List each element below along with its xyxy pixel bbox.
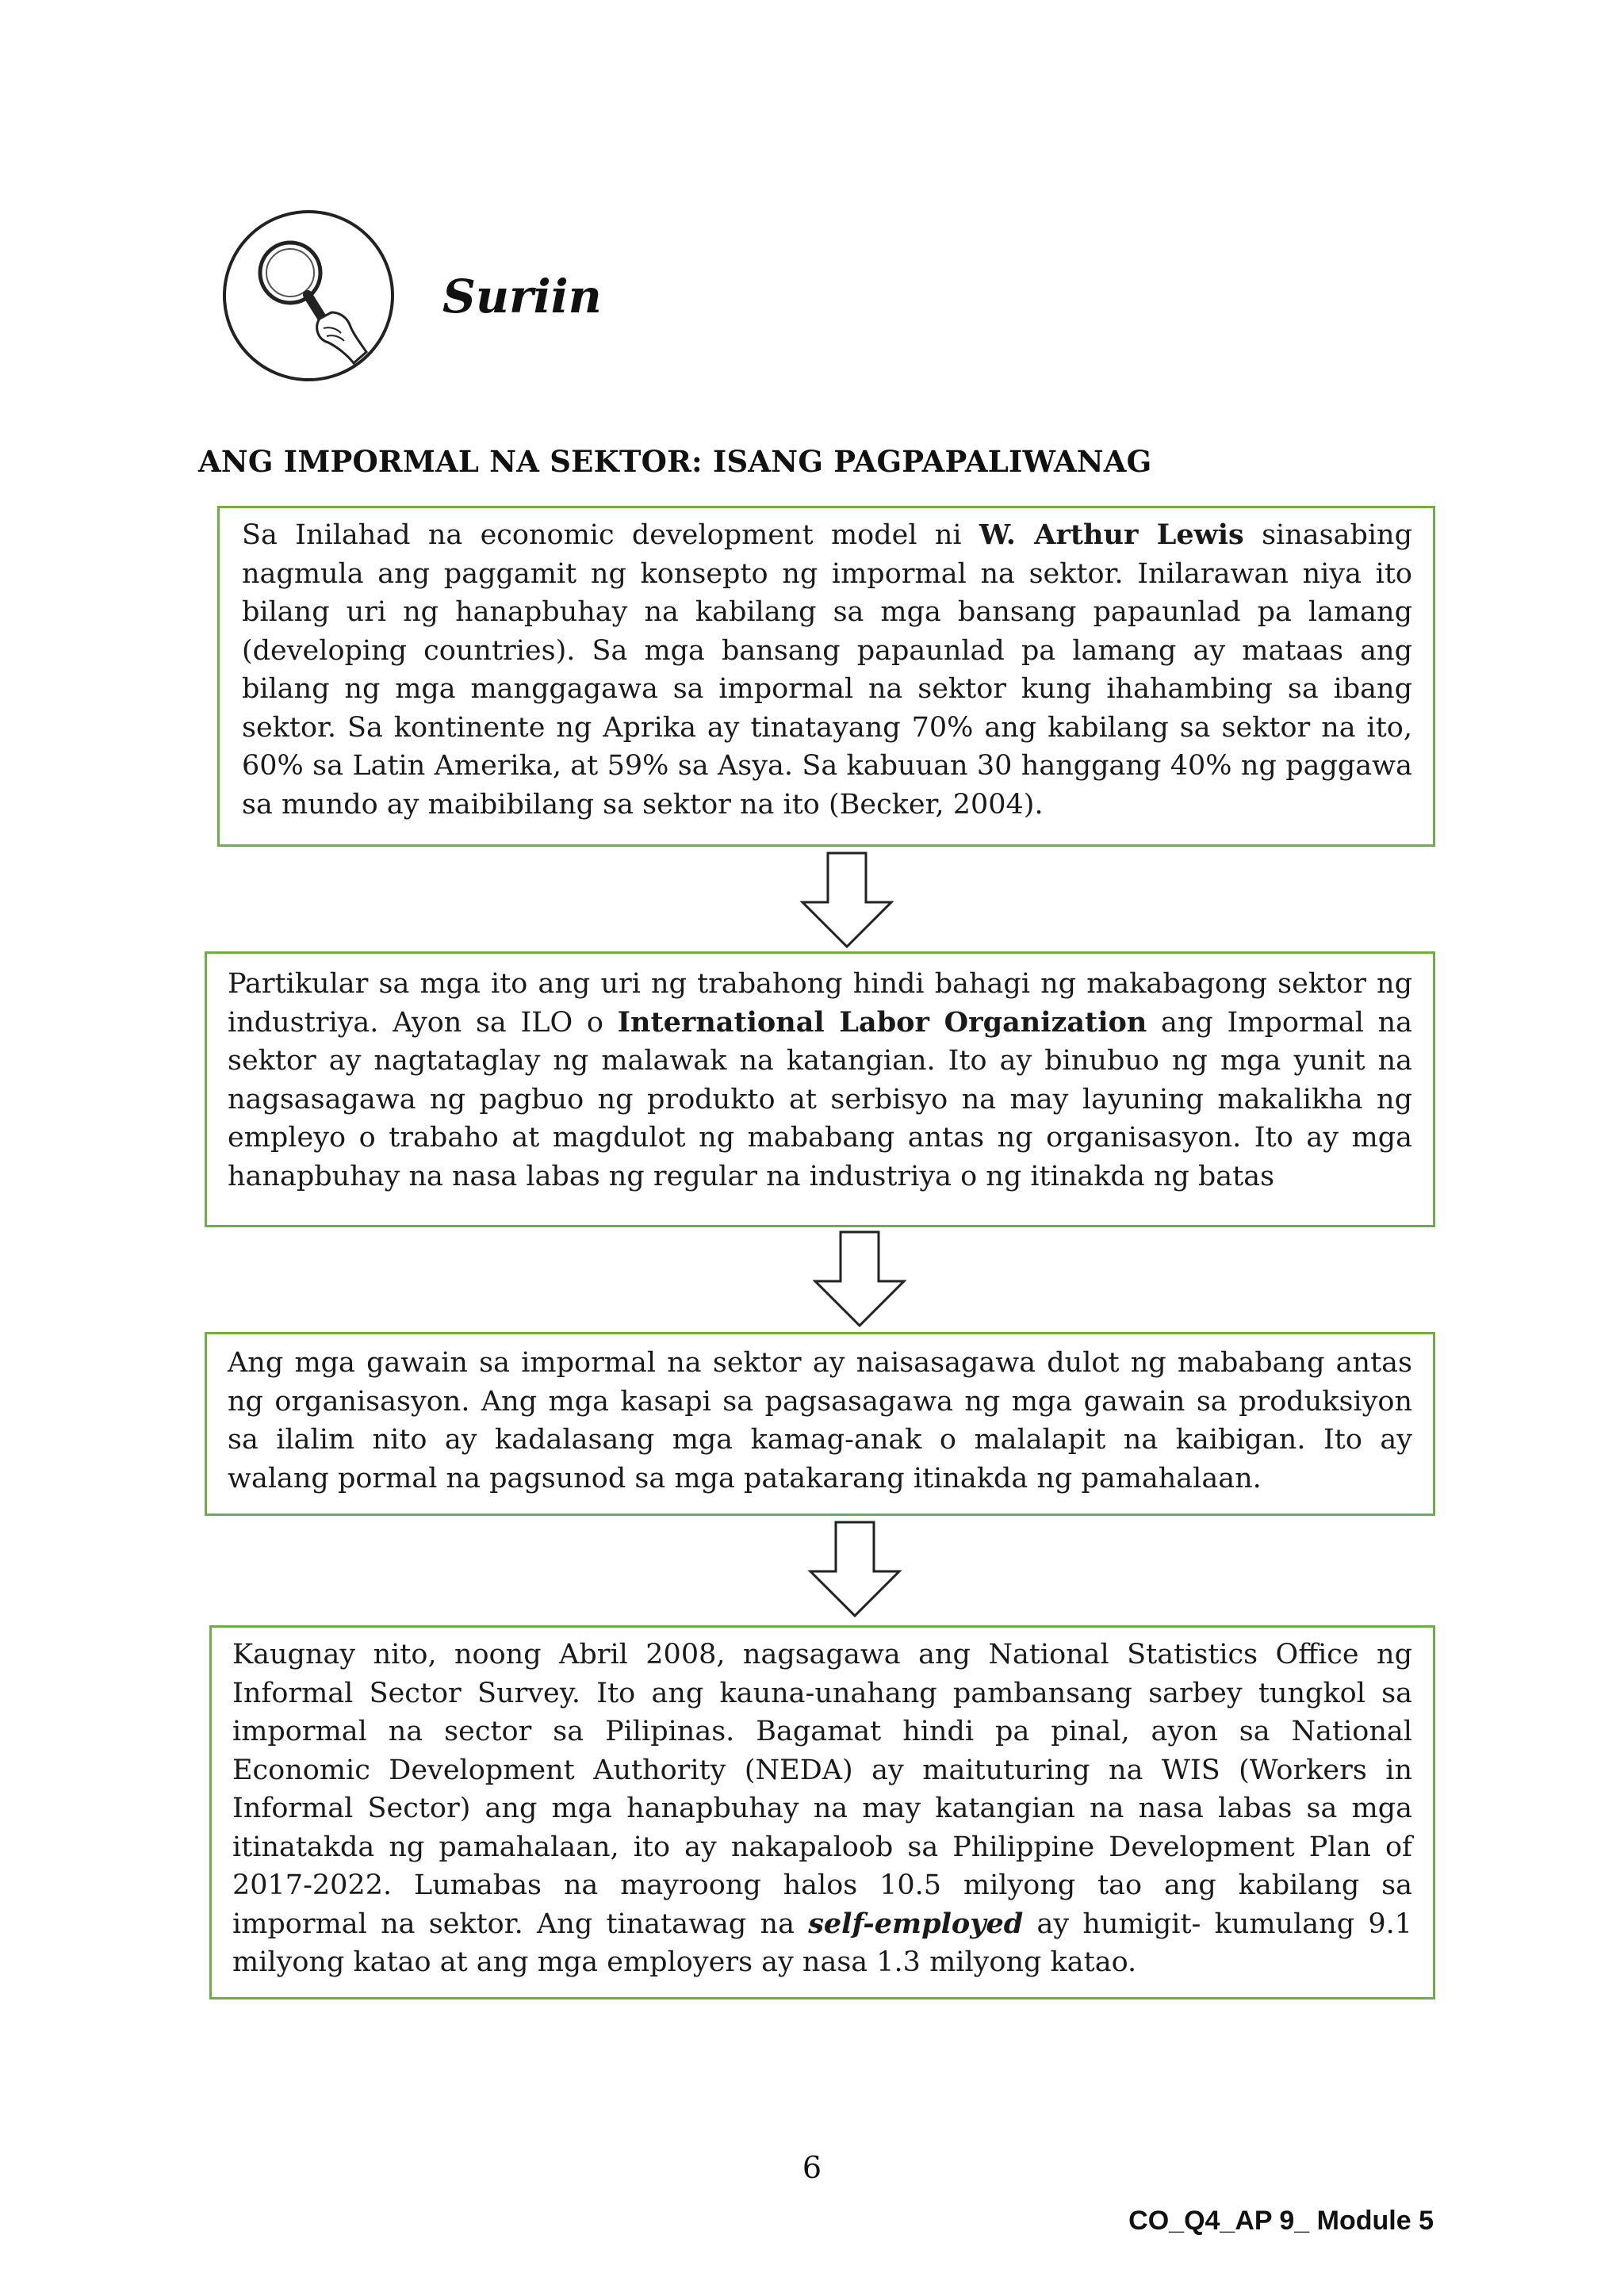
paragraph-lewis — [242, 516, 1412, 824]
text-box-ilo — [205, 951, 1435, 1227]
text-segment: sinasabing nagmula ang paggamit ng konsepto ng impormal na sektor. Inilarawan niya ito bilang uri ng hanapbuhay na kabilang sa mga bansang papaunlad pa lamang (developing countries). Sa mga bansang papaunlad pa lamang ay mataas ang bilang ng mga manggagawa sa impormal na sektor kung ihahambing sa ibang sektor. Sa kontinente ng Aprika ay tinatayang 70% ang kabilang sa sektor na ito, 60% sa Latin Amerika, at 59% sa Asya. Sa kabuuan 30 hanggang 40% ng paggawa sa mundo ay maibibilang sa sektor na ito (Becker, 2004). — [242, 519, 1413, 821]
emphasis-name: W. Arthur Lewis — [979, 519, 1244, 551]
emphasis-organization: International Labor Organization — [617, 1005, 1147, 1039]
text-segment: ang Impormal na sektor ay nagtataglay ng malawak na katangian. Ito ay binubuo ng mga yunit na nagsasagawa ng pagbuo ng produkto at serbisyo na may layuning makalikha ng empleyo o trabaho at magdulot ng mababang antas ng organisasyon. Ito ay mga hanapbuhay na nasa labas ng regular na industriya o ng itinakda ng batas — [228, 1006, 1412, 1192]
section-title: Suriin — [442, 270, 602, 323]
magnifying-glass-icon — [220, 208, 396, 384]
down-arrow-icon — [812, 1230, 907, 1329]
paragraph-survey — [232, 1636, 1412, 1982]
text-segment: Partikular sa mga ito ang uri ng trabahong hindi bahagi ng makabagong sektor ng industriya. Ayon sa ILO o — [228, 968, 1412, 1039]
text-segment: ay humigit- kumulang 9.1 milyong katao at ang mga employers ay nasa 1.3 milyong katao. — [232, 1908, 1412, 1978]
emphasis-self-employed: self-employed — [808, 1907, 1024, 1940]
page-number: 6 — [802, 2150, 822, 2185]
down-arrow-icon — [799, 851, 894, 950]
module-code: CO_Q4_AP 9_ Module 5 — [1128, 2206, 1434, 2236]
text-box-survey — [209, 1625, 1435, 1999]
text-segment: Kaugnay nito, noong Abril 2008, nagsagawa ang National Statistics Office ng Informal Sector Survey. Ito ang kauna-unahang pambansang sarbey tungkol sa impormal na sector sa Pilipinas. Bagamat hindi pa pinal, ayon sa National Economic Development Authority (NEDA) ay maituturing na WIS (Workers in Informal Sector) ang mga hanapbuhay na may katangian na nasa labas sa mga itinatakda ng pamahalaan, ito ay nakapaloob sa Philippine Development Plan of 2017-2022. Lumabas na mayroong halos 10.5 milyong tao ang kabilang sa impormal na sektor. Ang tinatawag na — [232, 1639, 1412, 1940]
text-box-activities — [205, 1332, 1435, 1516]
text-box-lewis — [217, 506, 1435, 847]
text-segment: Sa Inilahad na economic development model ni — [242, 519, 979, 551]
down-arrow-icon — [807, 1521, 902, 1619]
paragraph-activities — [228, 1344, 1412, 1498]
text-segment: Ang mga gawain sa impormal na sektor ay naisasagawa dulot ng mababang antas ng organisasyon. Ang mga kasapi sa pagsasagawa ng mga gawain sa produksiyon sa ilalim nito ay kadalasang mga kamag-anak o malalapit na kaibigan. Ito ay walang pormal na pagsunod sa mga patakarang itinakda ng pamahalaan. — [228, 1347, 1412, 1494]
main-heading: ANG IMPORMAL NA SEKTOR: ISANG PAGPAPALIWANAG — [198, 444, 1152, 479]
paragraph-ilo — [228, 965, 1412, 1196]
